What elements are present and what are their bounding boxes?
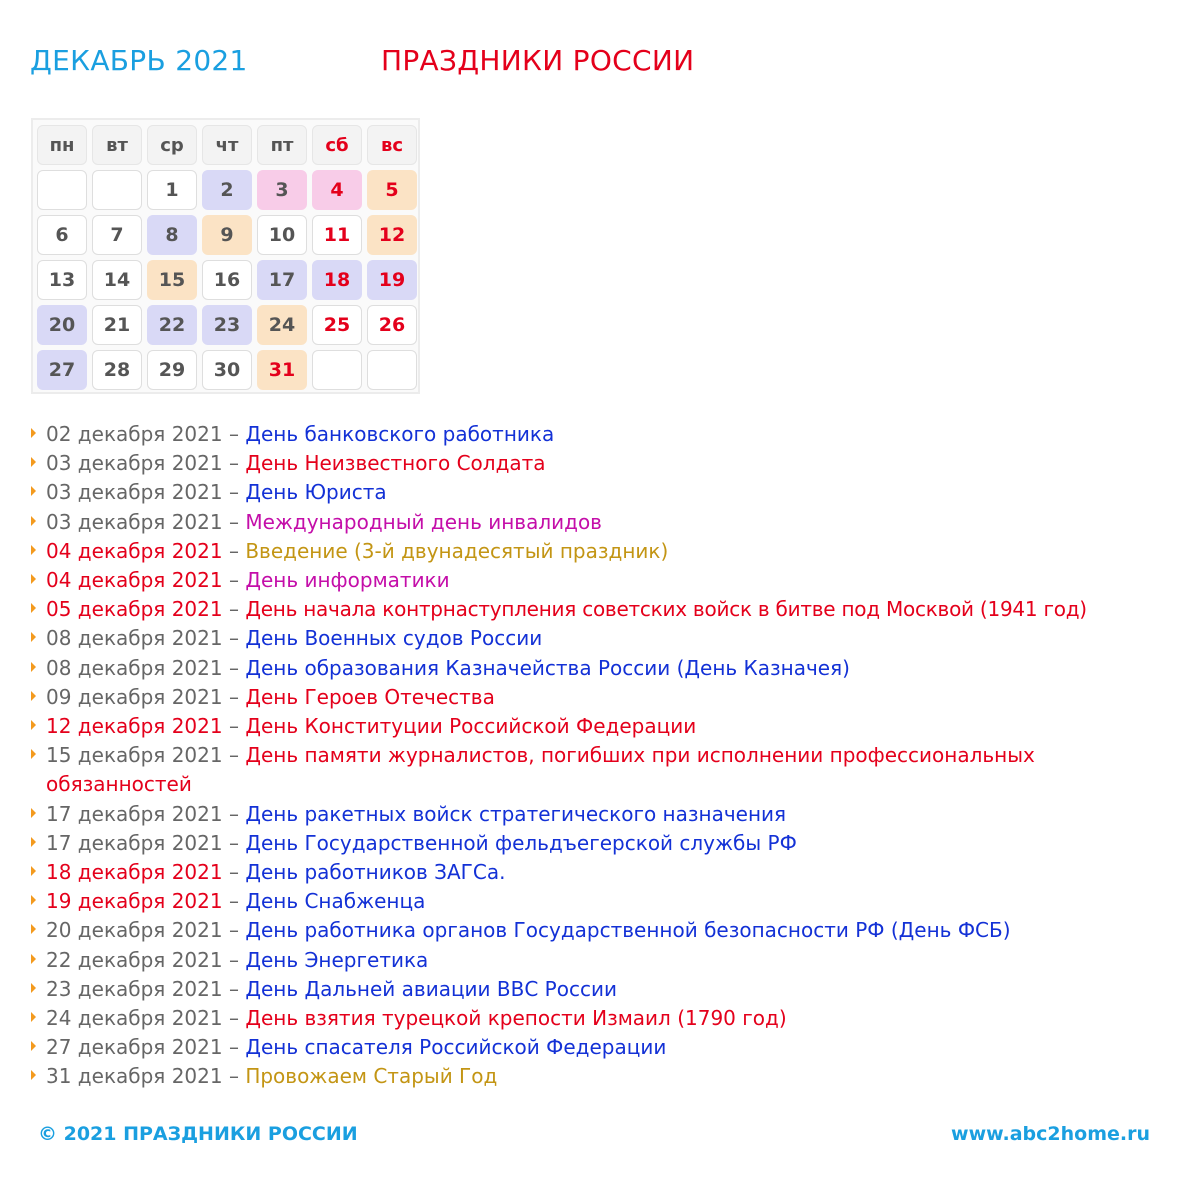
holiday-date: 20 декабря 2021	[46, 918, 223, 943]
holiday-name: День информатики	[245, 568, 450, 593]
holiday-date: 02 декабря 2021	[46, 422, 223, 446]
holiday-separator: –	[228, 830, 239, 855]
bullet-arrow-icon	[31, 837, 36, 847]
calendar-day: 29	[147, 350, 197, 390]
calendar-day: 6	[37, 215, 87, 255]
holiday-date: 23 декабря 2021	[46, 976, 223, 1001]
bullet-arrow-icon	[31, 1012, 36, 1022]
holiday-name: День Снабженца	[245, 889, 426, 914]
bullet-arrow-icon	[31, 954, 36, 964]
weekday-fri: пт	[257, 125, 307, 165]
holiday-separator: –	[228, 1006, 239, 1031]
holiday-item	[0, 712, 1200, 741]
holiday-item	[0, 595, 1200, 624]
calendar-day: 14	[92, 260, 142, 300]
holiday-date: 18 декабря 2021	[46, 860, 223, 885]
calendar-day: 13	[37, 260, 87, 300]
calendar-day: 3	[257, 170, 307, 210]
holiday-name: Введение (3-й двунадесятый праздник)	[245, 538, 669, 563]
holiday-item	[0, 420, 1200, 449]
calendar-day: 28	[92, 350, 142, 390]
calendar-day: 31	[257, 350, 307, 390]
holiday-separator: –	[228, 684, 239, 709]
holiday-separator: –	[228, 1064, 239, 1089]
holiday-item	[0, 624, 1200, 653]
calendar	[31, 118, 420, 394]
holiday-name: День Государственной фельдъегерской службы РФ	[245, 830, 797, 855]
holiday-item	[0, 858, 1200, 887]
calendar-day: 21	[92, 305, 142, 345]
holiday-date: 08 декабря 2021	[46, 655, 223, 680]
holiday-item	[0, 537, 1200, 566]
holiday-item	[0, 829, 1200, 858]
calendar-day: 10	[257, 215, 307, 255]
holiday-separator: –	[228, 947, 239, 972]
holiday-date: 08 декабря 2021	[46, 626, 223, 651]
weekday-mon: пн	[37, 125, 87, 165]
bullet-arrow-icon	[31, 895, 36, 905]
calendar-day: 20	[37, 305, 87, 345]
calendar-day-empty	[312, 350, 362, 390]
holiday-separator: –	[228, 889, 239, 914]
bullet-arrow-icon	[31, 720, 36, 730]
holiday-item	[0, 1062, 1200, 1091]
calendar-day-empty	[92, 170, 142, 210]
bullet-arrow-icon	[31, 457, 36, 467]
bullet-arrow-icon	[31, 983, 36, 993]
weekday-sun: вс	[367, 125, 417, 165]
calendar-day: 18	[312, 260, 362, 300]
holiday-date: 05 декабря 2021	[46, 597, 223, 622]
holiday-item	[0, 1004, 1200, 1033]
holiday-name: День Героев Отечества	[245, 684, 495, 709]
calendar-day: 25	[312, 305, 362, 345]
holiday-date: 04 декабря 2021	[46, 538, 223, 563]
calendar-day-empty	[37, 170, 87, 210]
calendar-day: 19	[367, 260, 417, 300]
bullet-arrow-icon	[31, 924, 36, 934]
bullet-arrow-icon	[31, 516, 36, 526]
weekday-wed: ср	[147, 125, 197, 165]
calendar-day: 27	[37, 350, 87, 390]
page-title: ПРАЗДНИКИ РОССИИ	[381, 44, 695, 77]
holiday-separator: –	[228, 976, 239, 1001]
calendar-day: 12	[367, 215, 417, 255]
calendar-day: 30	[202, 350, 252, 390]
weekday-sat: сб	[312, 125, 362, 165]
weekday-tue: вт	[92, 125, 142, 165]
calendar-day: 1	[147, 170, 197, 210]
holiday-name: День банковского работника	[245, 422, 555, 446]
holiday-date: 03 декабря 2021	[46, 509, 223, 534]
holiday-name: День Энергетика	[245, 947, 429, 972]
calendar-day: 8	[147, 215, 197, 255]
bullet-arrow-icon	[31, 574, 36, 584]
holiday-name: Провожаем Старый Год	[245, 1064, 498, 1089]
bullet-arrow-icon	[31, 603, 36, 613]
calendar-day: 22	[147, 305, 197, 345]
holiday-name: День Конституции Российской Федерации	[245, 714, 697, 739]
holiday-name: День начала контрнаступления советских войск в битве под Москвой (1941 год)	[245, 597, 1087, 622]
holiday-date: 31 декабря 2021	[46, 1064, 223, 1089]
holiday-item	[0, 508, 1200, 537]
holiday-separator: –	[228, 597, 239, 622]
holiday-item	[0, 887, 1200, 916]
holiday-item	[0, 741, 1126, 799]
footer-website-link[interactable]: www.abc2home.ru	[951, 1123, 1150, 1145]
footer-copyright: © 2021 ПРАЗДНИКИ РОССИИ	[38, 1123, 358, 1145]
holiday-name: День работника органов Государственной безопасности РФ (День ФСБ)	[245, 918, 1011, 943]
holiday-separator: –	[228, 743, 239, 768]
bullet-arrow-icon	[31, 662, 36, 672]
calendar-day: 24	[257, 305, 307, 345]
bullet-arrow-icon	[31, 1070, 36, 1080]
bullet-arrow-icon	[31, 866, 36, 876]
holiday-name: День Юриста	[245, 480, 387, 505]
calendar-day: 11	[312, 215, 362, 255]
calendar-day: 4	[312, 170, 362, 210]
holiday-separator: –	[228, 801, 239, 826]
holiday-name: День Дальней авиации ВВС России	[245, 976, 617, 1001]
holiday-item	[0, 1033, 1200, 1062]
bullet-arrow-icon	[31, 632, 36, 642]
holiday-list	[0, 420, 1200, 1092]
holiday-date: 12 декабря 2021	[46, 714, 223, 739]
holiday-date: 03 декабря 2021	[46, 451, 223, 476]
holiday-separator: –	[228, 655, 239, 680]
holiday-name: День Неизвестного Солдата	[245, 451, 546, 476]
month-title: ДЕКАБРЬ 2021	[30, 44, 248, 77]
holiday-name: День памяти журналистов, погибших при исполнении профессиональных обязанностей	[46, 743, 1035, 797]
holiday-separator: –	[228, 422, 239, 446]
holiday-date: 24 декабря 2021	[46, 1006, 223, 1031]
calendar-day: 23	[202, 305, 252, 345]
holiday-item	[0, 654, 1200, 683]
bullet-arrow-icon	[31, 1041, 36, 1051]
bullet-arrow-icon	[31, 486, 36, 496]
calendar-day: 15	[147, 260, 197, 300]
holiday-date: 17 декабря 2021	[46, 830, 223, 855]
holiday-name: День Военных судов России	[245, 626, 543, 651]
holiday-name: День спасателя Российской Федерации	[245, 1035, 667, 1060]
holiday-separator: –	[228, 918, 239, 943]
holiday-date: 03 декабря 2021	[46, 480, 223, 505]
calendar-day: 9	[202, 215, 252, 255]
holiday-name: День образования Казначейства России (День Казначея)	[245, 655, 850, 680]
holiday-date: 04 декабря 2021	[46, 568, 223, 593]
holiday-date: 09 декабря 2021	[46, 684, 223, 709]
holiday-date: 27 декабря 2021	[46, 1035, 223, 1060]
bullet-arrow-icon	[31, 428, 36, 438]
holiday-item	[0, 566, 1200, 595]
holiday-separator: –	[228, 1035, 239, 1060]
bullet-arrow-icon	[31, 545, 36, 555]
holiday-separator: –	[228, 480, 239, 505]
bullet-arrow-icon	[31, 749, 36, 759]
holiday-date: 22 декабря 2021	[46, 947, 223, 972]
calendar-day-empty	[367, 350, 417, 390]
calendar-day: 26	[367, 305, 417, 345]
holiday-name: День взятия турецкой крепости Измаил (1790 год)	[245, 1006, 787, 1031]
holiday-separator: –	[228, 538, 239, 563]
holiday-item	[0, 800, 1200, 829]
holiday-item	[0, 449, 1200, 478]
calendar-day: 2	[202, 170, 252, 210]
holiday-name: День ракетных войск стратегического назначения	[245, 801, 787, 826]
holiday-item	[0, 478, 1200, 507]
holiday-separator: –	[228, 509, 239, 534]
holiday-separator: –	[228, 451, 239, 476]
holiday-date: 15 декабря 2021	[46, 743, 223, 768]
holiday-separator: –	[228, 568, 239, 593]
calendar-day: 5	[367, 170, 417, 210]
holiday-separator: –	[228, 860, 239, 885]
holiday-item	[0, 683, 1200, 712]
weekday-thu: чт	[202, 125, 252, 165]
holiday-item	[0, 946, 1200, 975]
calendar-day: 7	[92, 215, 142, 255]
holiday-item	[0, 975, 1200, 1004]
holiday-date: 19 декабря 2021	[46, 889, 223, 914]
holiday-name: День работников ЗАГСа.	[245, 860, 506, 885]
holiday-item	[0, 916, 1200, 945]
holiday-date: 17 декабря 2021	[46, 801, 223, 826]
calendar-day: 16	[202, 260, 252, 300]
bullet-arrow-icon	[31, 691, 36, 701]
holiday-name: Международный день инвалидов	[245, 509, 602, 534]
calendar-day: 17	[257, 260, 307, 300]
holiday-separator: –	[228, 626, 239, 651]
bullet-arrow-icon	[31, 808, 36, 818]
holiday-separator: –	[228, 714, 239, 739]
